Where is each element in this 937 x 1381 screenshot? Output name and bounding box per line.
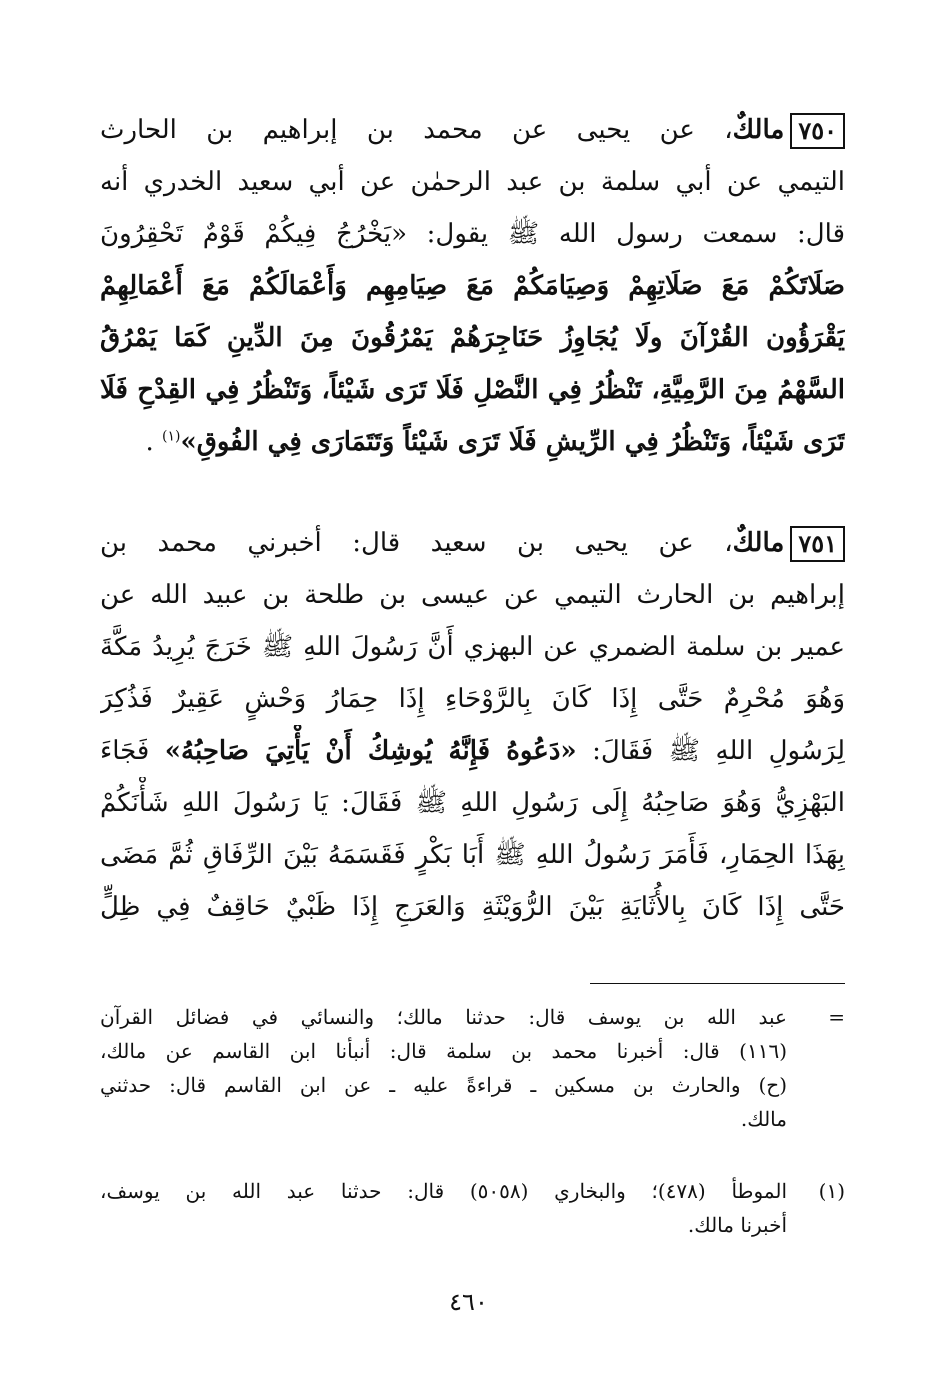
- page-number: ٤٦٠: [449, 1288, 488, 1316]
- prophet-quote: «دَعُوهُ فَإِنَّهُ يُوشِكُ أَنْ يَأْتِيَ صَاحِبُهُ»: [164, 736, 577, 766]
- hadith-750-line-4: صَلَاتَكُمْ مَعَ صَلَاتِهِمْ وَصِيَامَكُمْ مَعَ صِيَامِهِم وَأَعْمَالَكُمْ مَعَ أَعْمَالِهِمْ: [100, 271, 845, 301]
- hadith-text: ، عن يحيى عن محمد بن إبراهيم بن الحارث: [100, 115, 733, 145]
- footnote-line: (ح) والحارث بن مسكين ـ قراءةً عليه ـ عن ابن القاسم قال: حدثني: [100, 1073, 787, 1097]
- footnote-continuation-body: [100, 1000, 787, 1136]
- hadith-751-line-1: [100, 517, 845, 569]
- hadith-750: [100, 104, 845, 468]
- hadith-751-line-6: البَهْزِيُّ وَهُوَ صَاحِبُهُ إِلَى رَسُولِ اللهِ ﷺ فَقَالَ: يَا رَسُولَ اللهِ شَأْنَكُمْ: [100, 788, 845, 818]
- narrator-name: مالكٌ: [732, 528, 785, 558]
- hadith-750-line-7: [100, 416, 845, 468]
- sentence-end: .: [145, 427, 162, 457]
- footnote-line: الموطأ (٤٧٨)؛ والبخاري (٥٠٥٨) قال: حدثنا عبد الله بن يوسف،: [100, 1179, 787, 1203]
- hadith-751-line-3: عمير بن سلمة الضمري عن البهزي أَنَّ رَسُولَ اللهِ ﷺ خَرَجَ يُرِيدُ مَكَّةَ: [100, 632, 845, 662]
- hadith-text: فَجَاءَ: [100, 736, 165, 766]
- narrator-name: مالكٌ: [732, 115, 785, 145]
- hadith-750-line-2: التيمي عن أبي سلمة بن عبد الرحمٰن عن أبي سعيد الخدري أنه: [100, 167, 845, 197]
- footnote-line: مالك.: [740, 1107, 787, 1131]
- hadith-750-line-3: قال: سمعت رسول الله ﷺ يقول: «يَخْرُجُ فِيكُمْ قَوْمٌ تَحْقِرُونَ: [100, 219, 845, 249]
- hadith-number-badge: ٧٥١: [790, 526, 845, 562]
- hadith-text: ، عن يحيى بن سعيد قال: أخبرني محمد بن: [100, 528, 733, 558]
- hadith-number-badge: ٧٥٠: [790, 113, 845, 149]
- hadith-751-line-5: [100, 725, 845, 777]
- continuation-mark: =: [828, 1005, 845, 1029]
- footnote-line: عبد الله بن يوسف قال: حدثنا مالك؛ والنسائي في فضائل القرآن: [100, 1005, 787, 1029]
- hadith-751-line-8: حَتَّى إِذَا كَانَ بِالأُثَايَةِ بَيْنَ الرُّوَيْثَةِ وَالعَرَجِ إِذَا ظَبْيٌ حَاقِفٌ فِي ظِلٍّ: [100, 892, 845, 922]
- footnote-separator: [590, 983, 845, 984]
- footnote-number: (١): [818, 1179, 845, 1203]
- hadith-751: [100, 517, 845, 933]
- hadith-750-line-5: يَقْرَؤُون القُرْآنَ ولَا يُجَاوِزُ حَنَاجِرَهُمْ يَمْرُقُونَ مِنَ الدِّينِ كَمَا يَمْرُقُ: [100, 323, 845, 353]
- footnote-ref: (١): [161, 428, 181, 445]
- footnote-1: [100, 1174, 845, 1246]
- footnote-line: أخبرنا مالك.: [687, 1213, 787, 1237]
- hadith-751-line-4: وَهُوَ مُحْرِمٌ حَتَّى إِذَا كَانَ بِالرَّوْحَاءِ إِذَا حِمَارُ وَحْشٍ عَقِيرٌ فَذُكِرَ: [100, 684, 845, 714]
- hadith-text: تَرَى شَيْئاً، وَتَنْظُرُ فِي الرِّيشِ فَلَا تَرَى شَيْئاً وَتَتَمَارَى فِي الفُوقِ»: [180, 427, 845, 457]
- hadith-751-line-7: بِهَذَا الحِمَارِ، فَأَمَرَ رَسُولُ اللهِ ﷺ أَبَا بَكْرٍ فَقَسَمَهُ بَيْنَ الرِّفَاقِ ثُمَّ مَضَى: [100, 840, 845, 870]
- footnote-continuation: [100, 1000, 845, 1140]
- footnote-line: (١١٦) قال: أخبرنا محمد بن سلمة قال: أنبأنا ابن القاسم عن مالك،: [100, 1039, 787, 1063]
- footnote-1-body: [100, 1174, 787, 1242]
- hadith-text: لِرَسُولِ اللهِ ﷺ فَقَالَ:: [576, 736, 845, 766]
- hadith-751-line-2: إبراهيم بن الحارث التيمي عن عيسى بن طلحة بن عبيد الله عن: [100, 580, 845, 610]
- hadith-750-line-6: السَّهْمُ مِنَ الرَّمِيَّةِ، تَنْظُرُ فِي النَّصْلِ فَلَا تَرَى شَيْئاً، وَتَنْظُرُ فِي القِدْحِ فَلَا: [100, 375, 845, 405]
- hadith-750-line-1: [100, 104, 845, 156]
